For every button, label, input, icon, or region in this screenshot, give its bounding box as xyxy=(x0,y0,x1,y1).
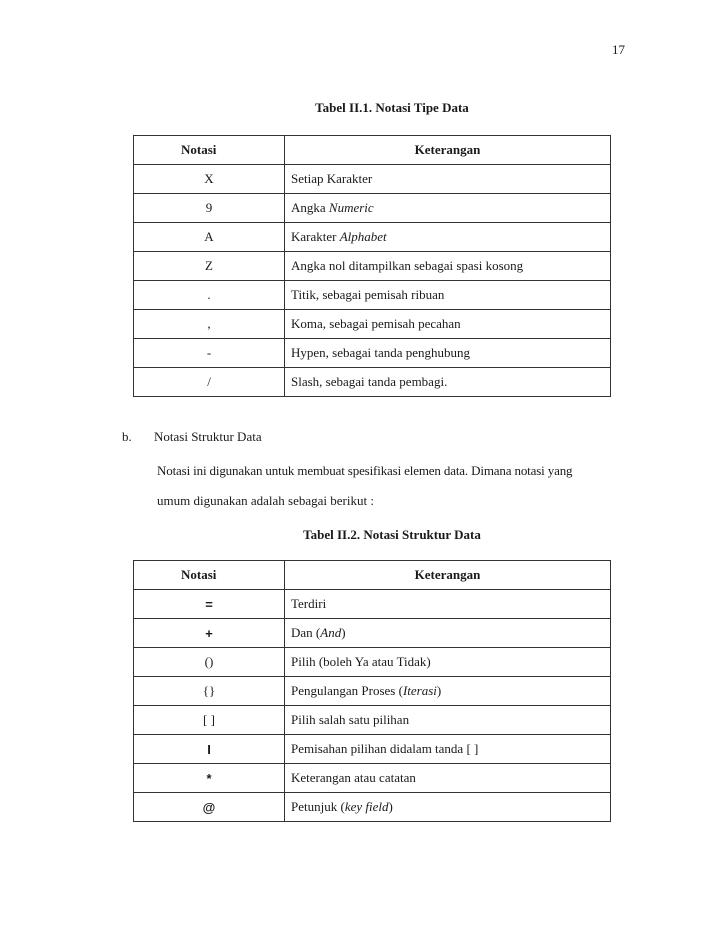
table-row xyxy=(134,194,611,223)
table-row xyxy=(134,706,611,735)
table-row xyxy=(134,252,611,281)
table-row xyxy=(134,590,611,619)
table2-header-keterangan: Keterangan xyxy=(285,561,611,590)
table-row xyxy=(134,339,611,368)
keterangan-italic: Numeric xyxy=(328,200,374,215)
table1-cell-keterangan xyxy=(285,281,611,310)
keterangan-suffix: ) xyxy=(388,799,393,814)
section-heading xyxy=(122,429,262,445)
table1-cell-keterangan xyxy=(285,223,611,252)
table2-cell-keterangan xyxy=(285,619,611,648)
table-notasi-tipe-data xyxy=(133,135,611,397)
keterangan-text: Pilih (boleh Ya atau Tidak) xyxy=(291,654,431,669)
table1-cell-notasi: . xyxy=(134,281,285,310)
table2-header-notasi: Notasi xyxy=(134,561,285,590)
table-row xyxy=(134,368,611,397)
keterangan-text: Petunjuk ( xyxy=(291,799,345,814)
table2-cell-notasi: @ xyxy=(134,793,285,822)
keterangan-text: Hypen, sebagai tanda penghubung xyxy=(291,345,471,360)
table2-caption: Tabel II.2. Notasi Struktur Data xyxy=(303,527,481,542)
table2-cell-notasi: () xyxy=(134,648,285,677)
table2-cell-notasi: {} xyxy=(134,677,285,706)
table1-cell-notasi: 9 xyxy=(134,194,285,223)
page-number: 17 xyxy=(612,42,625,57)
table1-header-notasi: Notasi xyxy=(134,136,285,165)
table-row xyxy=(134,223,611,252)
keterangan-text: Slash, sebagai tanda pembagi. xyxy=(291,374,448,389)
table2-cell-notasi: I xyxy=(134,735,285,764)
paragraph-line-1: Notasi ini digunakan untuk membuat spesifikasi elemen data. Dimana notasi yang xyxy=(157,463,573,478)
table-row xyxy=(134,735,611,764)
table-row xyxy=(134,764,611,793)
table2-cell-keterangan xyxy=(285,590,611,619)
table-row xyxy=(134,165,611,194)
table1-caption: Tabel II.1. Notasi Tipe Data xyxy=(315,100,469,115)
table2-cell-notasi: + xyxy=(134,619,285,648)
keterangan-italic: Alphabet xyxy=(339,229,387,244)
keterangan-text: Angka xyxy=(291,200,329,215)
table2-body xyxy=(134,590,611,822)
table2-cell-keterangan xyxy=(285,706,611,735)
table-row xyxy=(134,793,611,822)
keterangan-text: Pemisahan pilihan didalam tanda [ ] xyxy=(291,741,479,756)
table2-cell-notasi: [ ] xyxy=(134,706,285,735)
table1-cell-keterangan xyxy=(285,339,611,368)
keterangan-text: Titik, sebagai pemisah ribuan xyxy=(291,287,445,302)
keterangan-suffix: ) xyxy=(436,683,442,698)
keterangan-text: Terdiri xyxy=(291,596,327,611)
section-title: Notasi Struktur Data xyxy=(154,429,262,444)
keterangan-italic: And xyxy=(320,625,342,640)
table1-cell-keterangan xyxy=(285,252,611,281)
table1-cell-keterangan xyxy=(285,165,611,194)
table1-cell-keterangan xyxy=(285,194,611,223)
table2-cell-notasi: * xyxy=(134,764,285,793)
keterangan-text: Karakter xyxy=(291,229,340,244)
table2-cell-keterangan xyxy=(285,677,611,706)
table1-body xyxy=(134,165,611,397)
table1-cell-notasi: / xyxy=(134,368,285,397)
keterangan-text: Dan ( xyxy=(291,625,321,640)
table2-cell-keterangan xyxy=(285,793,611,822)
table-row xyxy=(134,619,611,648)
paragraph-line-2: umum digunakan adalah sebagai berikut : xyxy=(157,493,374,508)
keterangan-text: Koma, sebagai pemisah pecahan xyxy=(291,316,461,331)
table2-cell-keterangan xyxy=(285,735,611,764)
keterangan-text: Pilih salah satu pilihan xyxy=(291,712,410,727)
table1-cell-notasi: - xyxy=(134,339,285,368)
table1-cell-notasi: Z xyxy=(134,252,285,281)
table1-cell-notasi: X xyxy=(134,165,285,194)
table-row xyxy=(134,677,611,706)
keterangan-suffix: ) xyxy=(341,625,346,640)
keterangan-italic: key field xyxy=(344,799,389,814)
table1-cell-keterangan xyxy=(285,368,611,397)
keterangan-italic: Iterasi xyxy=(402,683,437,698)
keterangan-text: Pengulangan Proses ( xyxy=(291,683,403,698)
table-row xyxy=(134,281,611,310)
keterangan-text: Setiap Karakter xyxy=(291,171,373,186)
table1-header-keterangan: Keterangan xyxy=(285,136,611,165)
table-row xyxy=(134,310,611,339)
section-paragraph xyxy=(157,456,637,516)
table1-cell-notasi: A xyxy=(134,223,285,252)
table-notasi-struktur-data xyxy=(133,560,611,822)
table2-cell-keterangan xyxy=(285,764,611,793)
table1-cell-keterangan xyxy=(285,310,611,339)
table1-cell-notasi: , xyxy=(134,310,285,339)
section-marker: b. xyxy=(122,429,132,444)
table2-cell-notasi: = xyxy=(134,590,285,619)
keterangan-text: Angka nol ditampilkan sebagai spasi kosong xyxy=(291,258,524,273)
table2-cell-keterangan xyxy=(285,648,611,677)
keterangan-text: Keterangan atau catatan xyxy=(291,770,416,785)
table-row xyxy=(134,648,611,677)
